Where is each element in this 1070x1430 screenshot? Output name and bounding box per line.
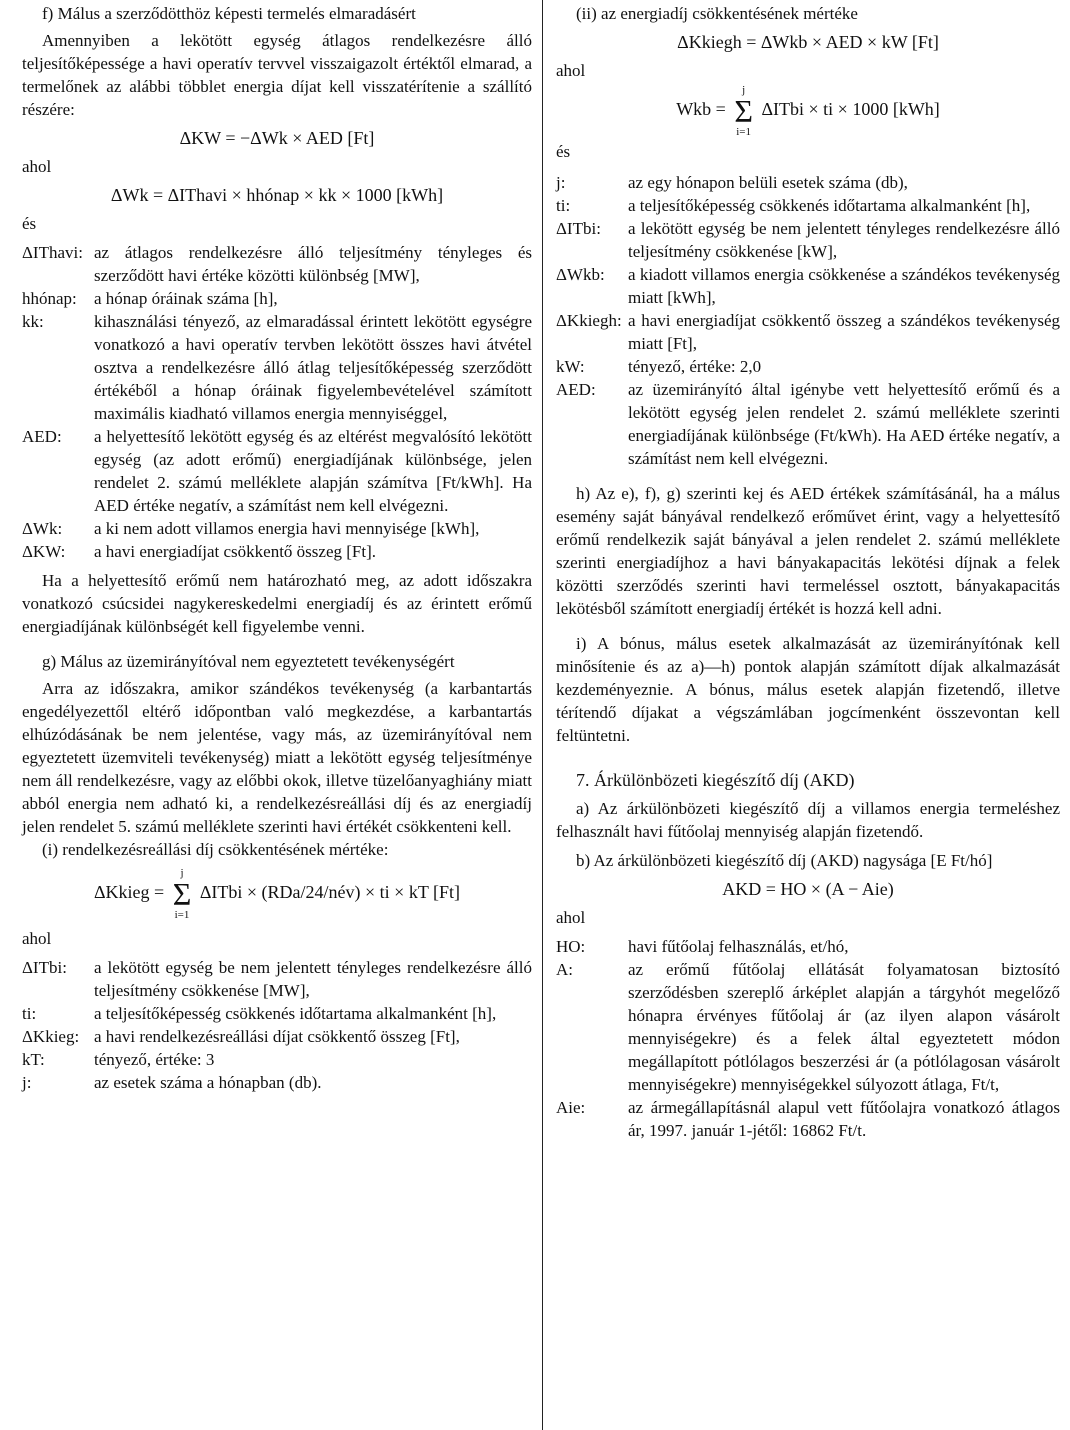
g-heading: g) Málus az üzemirányítóval nem egyeztetett tevékenységért [42,652,455,671]
f-formula-2: ΔWk = ΔIThavi × hhónap × kk × 1000 [kWh] [110,185,444,205]
f-paragraph-1: Amennyiben a lekötött egység átlagos rendelkezésre álló teljesítőképessége a havi operatív tervvel visszaigazolt értéktől elmarad, a termelőnek az alábbi többlet energia díjat kell visszatérítenie a szállító részére: [22,31,532,119]
definition-row: ΔITbi: a lekötött egység be nem jelentett tényleges rendelkezésre álló teljesítmény csökkenése [kW], [556,219,1060,261]
definition-row: AED: a helyettesítő lekötött egység és az eltérést megvalósító lekötött egység (az adott erőmű) energiadíjának különbsége, jelen rendelet 2. számú melléklete alapján számítva [Ft/kWh]. Ha AED értéke negatív, a számítást nem kell elvégezni. [22,427,532,515]
es-label-1: és [22,214,37,233]
f-formula-1: ΔKW = −ΔWk × AED [Ft] [179,128,375,148]
definitions-list-4 [556,935,1060,1142]
f-heading: f) Málus a szerződötthöz képesti termelés elmaradásért [42,4,416,23]
definition-row: kW: tényező, értéke: 2,0 [556,357,762,376]
ahol-label-4: ahol [556,908,586,927]
definition-row: ΔIThavi: az átlagos rendelkezésre álló teljesítmény tényleges és szerződött havi értéke közötti különbség [MW], [22,243,532,285]
definition-row: hhónap: a hónap óráinak száma [h], [22,289,278,308]
definitions-list-1 [22,241,532,563]
definition-row: ΔITbi: a lekötött egység be nem jelentett tényleges rendelkezésre álló teljesítmény csökkenése [MW], [22,958,532,1000]
definitions-list-3 [556,171,1060,470]
ahol-label-3: ahol [556,61,586,80]
ii-formula-2: Wkb = j Σ i=1 ΔITbi × ti × 1000 [kWh] [676,84,940,138]
g-paragraph-1: Arra az időszakra, amikor szándékos tevékenység (a karbantartás engedélyezettől eltérő időpontban való megkezdése, a karbantartás elhúzódásának be nem jelentése, vagy más, az üzemirányítóval nem egyeztetett üzemviteli tevékenység) miatt a lekötött egység teljesítménye nem áll rendelkezésre, vagy az előbbi okok, illetve tüzelőanyaghiány miatt abból energia nem adható ki, a rendelkezésreállási díj és az energiadíj jelen rendelet 5. számú melléklete szerinti havi értékét csökkenteni kell. [22,679,532,836]
definitions-list-2 [22,956,532,1094]
definition-row: Aie: az ármegállapításnál alapul vett fűtőolajra vonatkozó átlagos ár, 1997. január 1-jétől: 16862 Ft/t. [556,1098,1060,1140]
definition-row: kT: tényező, értéke: 3 [22,1050,215,1069]
column-divider [542,0,543,1430]
akd-formula: AKD = HO × (A − Aie) [722,879,894,899]
section-7-heading: 7. Árkülönbözeti kiegészítő díj (AKD) [576,770,855,790]
definition-row: ΔKW: a havi energiadíjat csökkentő összeg [Ft]. [22,542,376,561]
definition-row: ti: a teljesítőképesség csökkenés időtartama alkalmanként [h], [556,196,1031,215]
summation-sign: j Σ i=1 [172,867,192,921]
left-column [22,0,532,1094]
right-column [556,0,1060,1142]
section-7-a: a) Az árkülönbözeti kiegészítő díj a villamos energia termeléshez felhasznált havi fűtőolaj mennyiség alapján fizetendő. [556,799,1060,841]
definition-row: ΔWk: a ki nem adott villamos energia havi mennyisége [kWh], [22,519,480,538]
h-paragraph: h) Az e), f), g) szerinti kej és AED értékek számításánál, ha a málus esemény saját bányával rendelkező erőművet érint, vagy a helyettesítő erőmű rendelkezik saját bányával a jelen rendelet 2. számú melléklete szerinti energiadíjhoz a havi bányakapacitás lekötési díjnak a felek közötti szerződés szerinti havi termeléssel osztott, bányakapacitás lekötésből számított energiadíj értékét is hozzá kell adni. [556,484,1060,618]
g-i-heading: (i) rendelkezésreállási díj csökkentésének mértéke: [42,840,389,859]
summation-sign: j Σ i=1 [734,84,753,138]
section-7-b: b) Az árkülönbözeti kiegészítő díj (AKD) nagysága [E Ft/hó] [576,851,993,870]
definition-row: ΔKkiegh: a havi energiadíjat csökkentő összeg a szándékos tevékenység miatt [Ft], [556,311,1060,353]
g-formula: ΔKkieg = j Σ i=1 ΔITbi × (RDa/24/név) × ti × kT [Ft] [93,867,460,921]
i-paragraph: i) A bónus, málus esetek alkalmazását az üzemirányítónak kell minősítenie és az a)—h) pontok alapján számított díjak alkalmazását kezdeményeznie. A bónus, málus esetek alapján fizetendő, illetve térítendő díjakat a végszámlában jogcímenként összevontan kell feltüntetni. [556,634,1060,745]
definition-row: ΔWkb: a kiadott villamos energia csökkenése a szándékos tevékenység miatt [kWh], [556,265,1060,307]
es-label-2: és [556,142,571,161]
ahol-label-2: ahol [22,929,52,948]
definition-row: ΔKkieg: a havi rendelkezésreállási díjat csökkentő összeg [Ft], [22,1027,460,1046]
ii-formula-1: ΔKkiegh = ΔWkb × AED × kW [Ft] [677,32,939,52]
definition-row: AED: az üzemirányító által igénybe vett helyettesítő erőmű és a lekötött egység jelen rendelet 2. számú melléklete szerinti energiadíjának különbsége (Ft/kWh). Ha AED értéke negatív, a számítást nem kell elvégezni. [556,380,1060,468]
ii-heading: (ii) az energiadíj csökkentésének mértéke [576,4,858,23]
definition-row: j: az egy hónapon belüli esetek száma (db), [556,173,908,192]
definition-row: j: az esetek száma a hónapban (db). [22,1073,322,1092]
definition-row: kk: kihasználási tényező, az elmaradással érintett lekötött egységre vonatkozó a havi operatív tervben lekötött összes havi átvétel osztva a rendelkezésre álló átlag teljesítőképesség szerződött értékéből a hónap óráinak figyelembevételével számított maximális kiadható villamos energia mennyiséggel, [22,312,532,423]
f-paragraph-2: Ha a helyettesítő erőmű nem határozható meg, az adott időszakra vonatkozó csúcsidei nagykereskedelmi energiadíj és az érintett erőmű energiadíjának különbségét kell figyelembe venni. [22,571,532,636]
definition-row: ti: a teljesítőképesség csökkenés időtartama alkalmanként [h], [22,1004,497,1023]
definition-row: HO: havi fűtőolaj felhasználás, et/hó, [556,937,849,956]
definition-row: A: az erőmű fűtőolaj ellátását folyamatosan biztosító szerződésben szereplő árképlet alapján a tárgyhót megelőző hónapra érvényes fűtőolaj ár (az ilyen alapon vásárolt mennyiségekre) és a felek által egyeztetett módon megállapított pótlólagos beszerzési ár (a pótlólagosan vásárolt mennyiségekre) mennyiségekkel súlyozott átlaga, Ft/t, [556,960,1060,1094]
ahol-label-1: ahol [22,157,52,176]
